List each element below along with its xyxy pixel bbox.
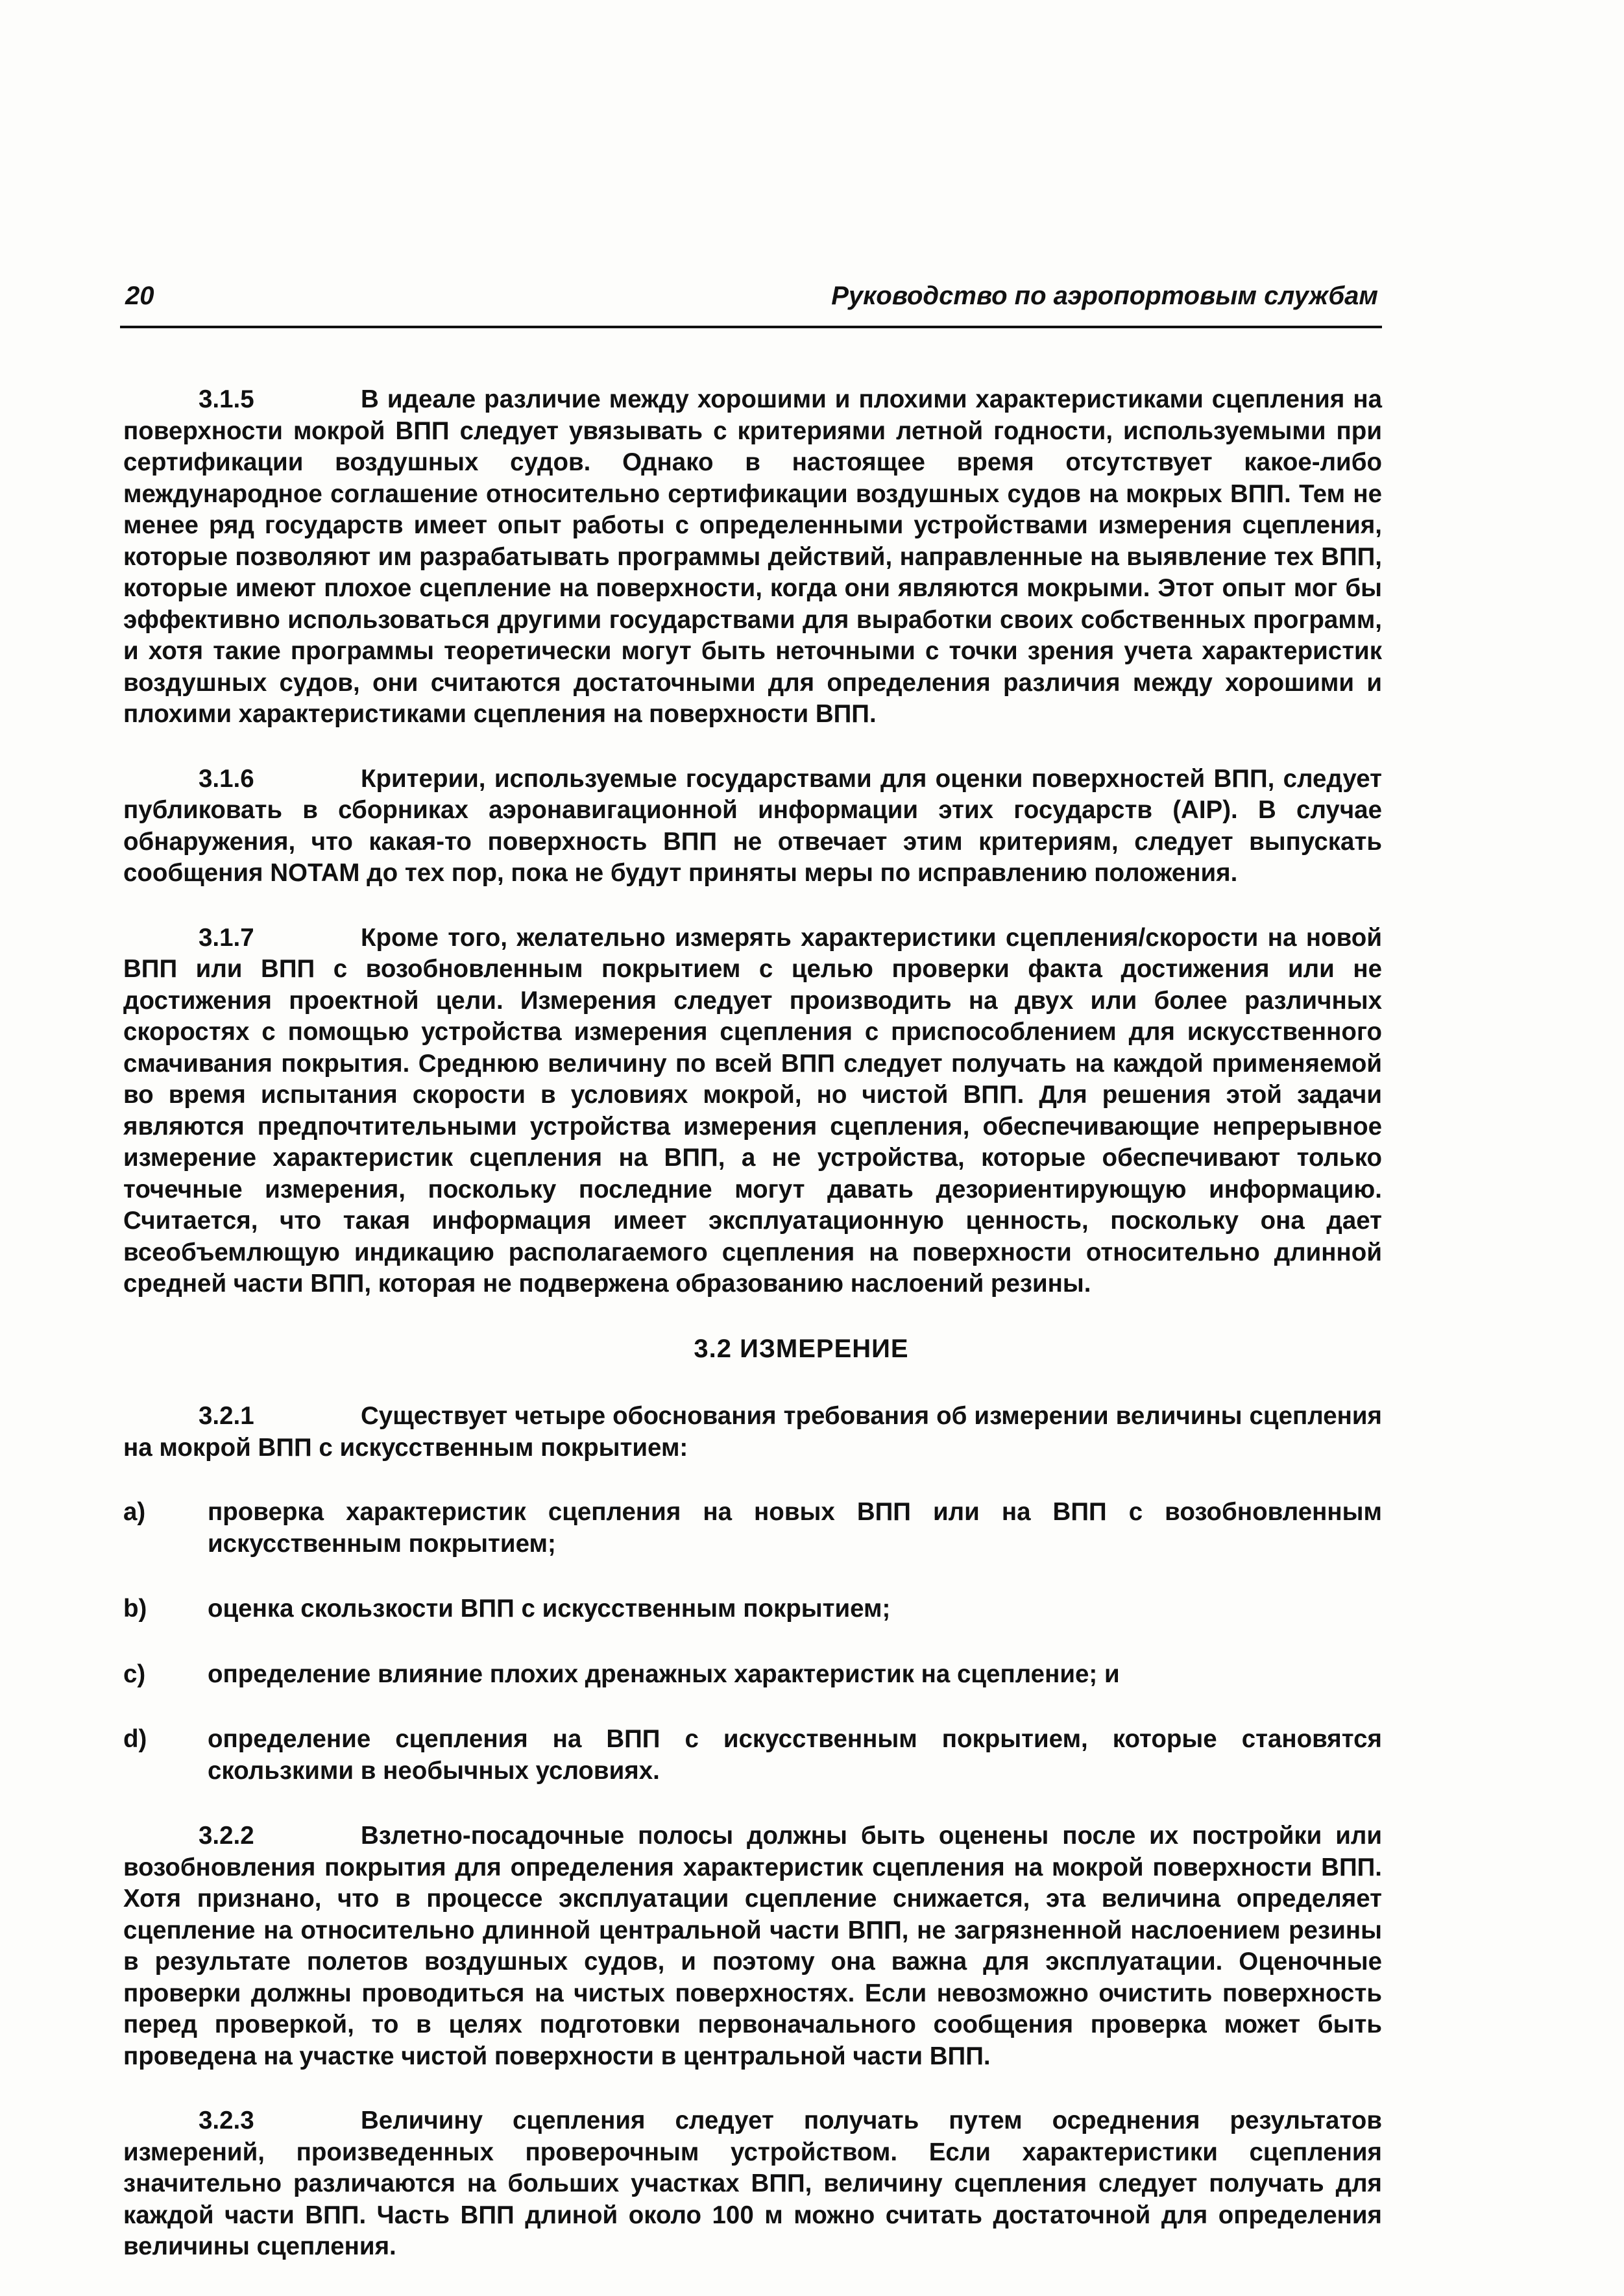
list-text: оценка скользкости ВПП с искусственным покрытием;: [208, 1595, 891, 1623]
list-marker: d): [123, 1725, 147, 1753]
paragraph-text: В идеале различие между хорошими и плохими характеристиками сцепления на поверхности мокрой ВПП следует увязывать с критериями летной годности, используемыми при сертификации воздушных судов. Однако в настоящее время отсутствует какое-либо международное соглашение относительно сертификации воздушных судов на мокрых ВПП. Тем не менее ряд государств имеет опыт работы с определенными устройствами измерения сцепления, которые позволяют им разрабатывать программы действий, направленные на выявление тех ВПП, которые имеют плохое сцепление на поверхности, когда они являются мокрыми. Этот опыт мог бы эффективно использоваться другими государствами для выработки своих собственных программ, и хотя такие программы теоретически могут быть неточными с точки зрения учета характеристик воздушных судов, они считаются достаточными для определения различия между хорошими и плохими характеристиками сцепления на поверхности ВПП.: [123, 385, 1382, 728]
list-text: определение сцепления на ВПП с искусственным покрытием, которые становятся скользкими в необычных условиях.: [208, 1725, 1382, 1785]
paragraph-3-1-5: [123, 384, 1382, 731]
list-item-d: [123, 1724, 1382, 1787]
paragraph-3-2-3: [123, 2105, 1382, 2263]
running-title: Руководство по аэропортовым службам: [831, 282, 1378, 310]
paragraph-number: 3.1.7: [199, 923, 254, 952]
paragraph-text: Кроме того, желательно измерять характеристики сцепления/скорости на новой ВПП или ВПП с возобновленным покрытием с целью проверки факта достижения или не достижения проектной цели. Измерения следует производить на двух или более различных скоростях с помощью устройства измерения сцепления с приспособлением для искусственного смачивания покрытия. Среднюю величину по всей ВПП следует получать на каждой применяемой во время испытания скорости в условиях мокрой, но чистой ВПП. Для решения этой задачи являются предпочтительными устройства измерения сцепления, обеспечивающие непрерывное измерение характеристик сцепления на ВПП, а не устройства, которые обеспечивают только точечные измерения, поскольку последние могут давать дезориентирующую информацию. Считается, что такая информация имеет эксплуатационную ценность, поскольку она дает всеобъемлющую индикацию располагаемого сцепления на поверхности относительно длинной средней части ВПП, которая не подвержена образованию наслоений резины.: [123, 923, 1382, 1298]
list-marker: c): [123, 1660, 146, 1688]
section-heading: 3.2 ИЗМЕРЕНИЕ: [694, 1334, 909, 1363]
list-item-b: [123, 1593, 1382, 1625]
paragraph-text: Величину сцепления следует получать путем осреднения результатов измерений, произведенных проверочным устройством. Если характеристики сцепления значительно различаются на больших участках ВПП, величину сцепления следует получать для каждой части ВПП. Часть ВПП длиной около 100 м можно считать достаточной для определения величины сцепления.: [123, 2107, 1382, 2260]
body-text: [123, 384, 1382, 2296]
page-number: 20: [125, 282, 154, 310]
paragraph-text: Взлетно-посадочные полосы должны быть оценены после их постройки или возобновления покрытия для определения характеристик сцепления на мокрой поверхности ВПП. Хотя признано, что в процессе эксплуатации сцепление снижается, эта величина определяет сцепление на относительно длинной центральной части ВПП, не загрязненной наслоением резины в результате полетов воздушных судов, и поэтому она важна для эксплуатации. Оценочные проверки должны проводиться на чистых поверхностях. Если невозможно очистить поверхность перед проверкой, то в целях подготовки первоначального сообщения проверка может быть проведена на участке чистой поверхности в центральной части ВПП.: [123, 1822, 1382, 2070]
paragraph-number: 3.2.2: [199, 1822, 254, 1850]
paragraph-text: Критерии, используемые государствами для оценки поверхностей ВПП, следует публиковать в сборниках аэронавигационной информации этих государств (AIP). В случае обнаружения, что какая-то поверхность ВПП не отвечает этим критериям, следует выпускать сообщения NOTAM до тех пор, пока не будут приняты меры по исправлению положения.: [123, 764, 1382, 887]
list-marker: a): [123, 1498, 146, 1526]
paragraph-3-1-6: [123, 764, 1382, 889]
list-item-a: [123, 1497, 1382, 1560]
paragraph-number: 3.1.5: [199, 385, 254, 413]
list-text: определение влияние плохих дренажных характеристик на сцепление; и: [208, 1660, 1120, 1688]
paragraph-number: 3.2.3: [199, 2107, 254, 2134]
paragraph-3-2-2: [123, 1820, 1382, 2072]
paragraph-3-2-1: [123, 1401, 1382, 1464]
paragraph-number: 3.1.6: [199, 764, 254, 793]
list-text: проверка характеристик сцепления на новых ВПП или на ВПП с возобновленным искусственным покрытием;: [208, 1498, 1382, 1558]
paragraph-number: 3.2.1: [199, 1402, 254, 1430]
paragraph-3-1-7: [123, 923, 1382, 1300]
list-marker: b): [123, 1595, 147, 1623]
paragraph-text: Существует четыре обоснования требования об измерении величины сцепления на мокрой ВПП с искусственным покрытием:: [123, 1402, 1382, 1462]
list-item-c: [123, 1659, 1382, 1691]
page-header: [120, 279, 1382, 328]
